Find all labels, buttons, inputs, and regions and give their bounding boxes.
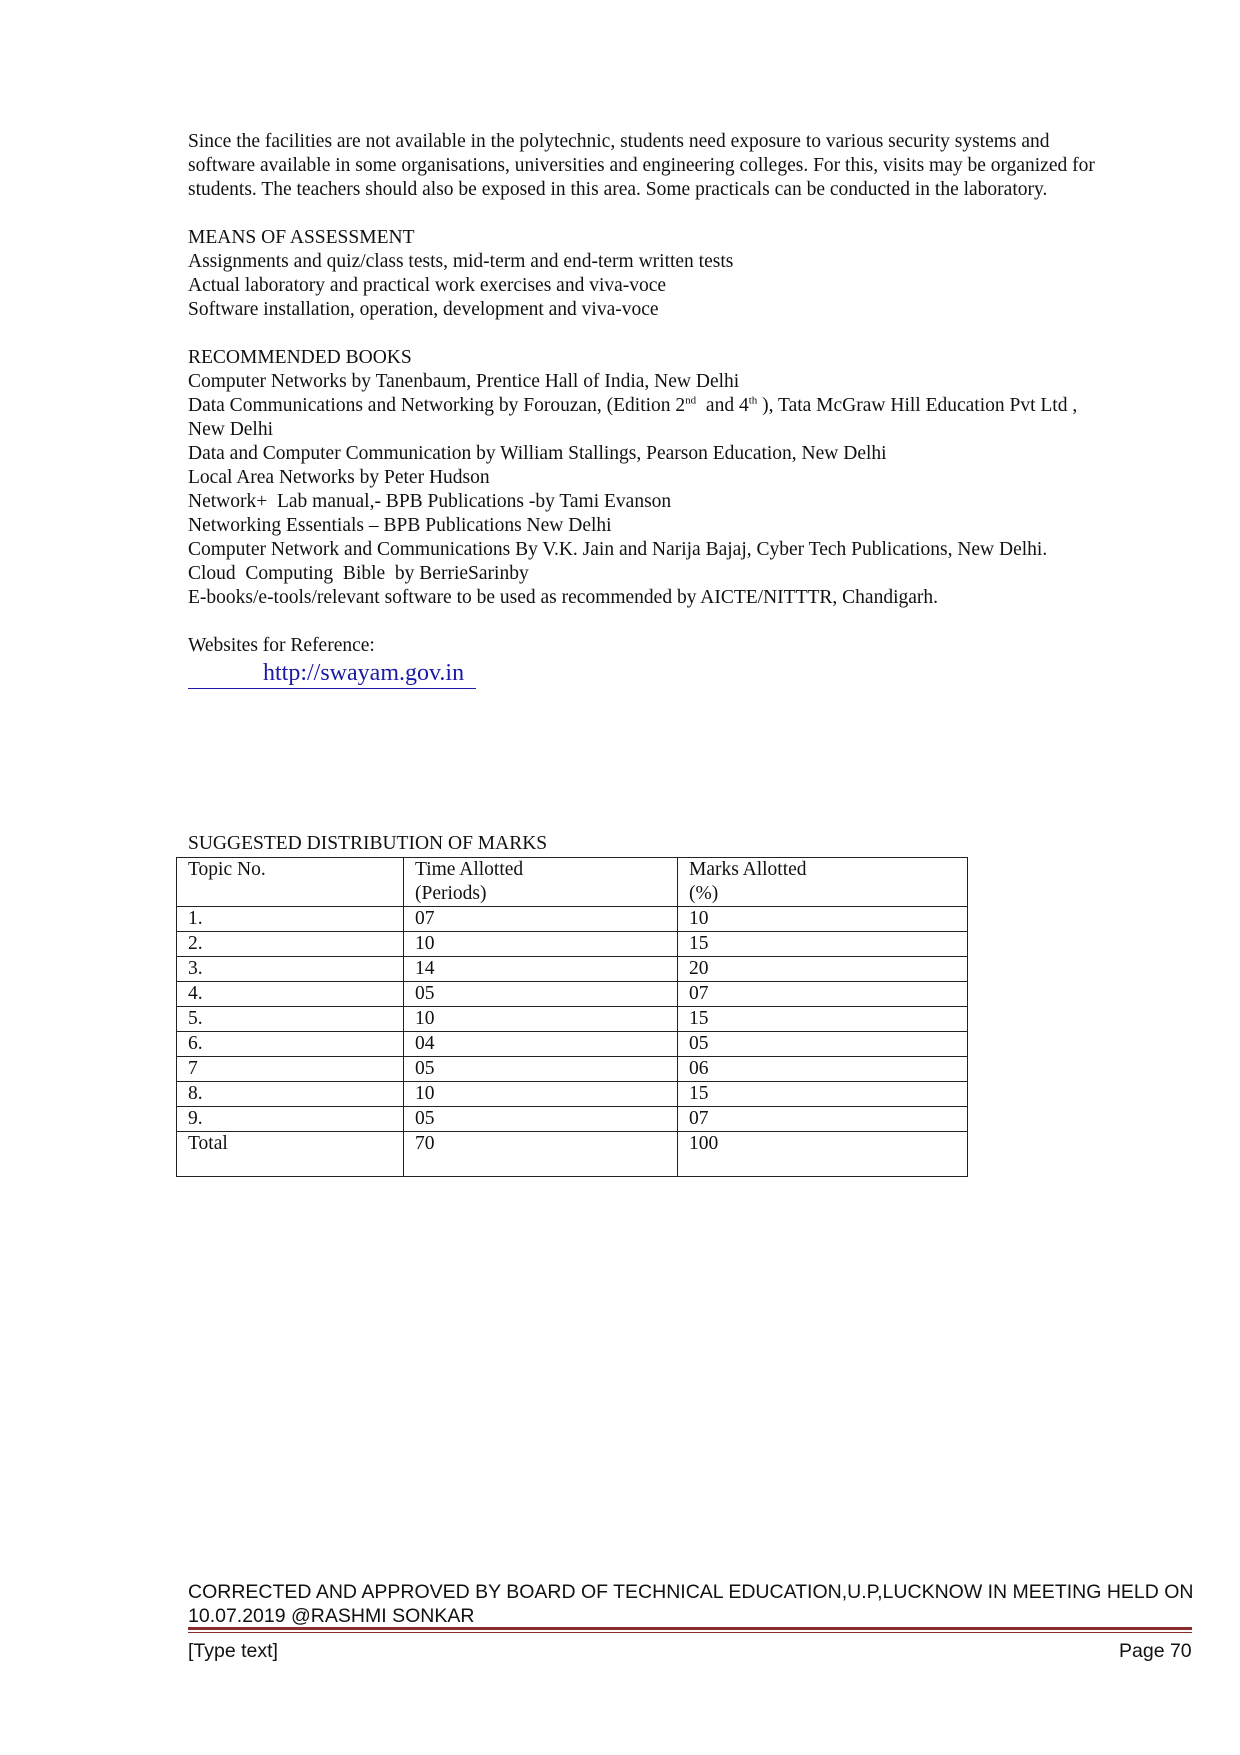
table-cell: 1. — [177, 907, 404, 932]
books-heading: RECOMMENDED BOOKS — [188, 347, 412, 368]
book-item: Networking Essentials – BPB Publications New Delhi — [188, 515, 612, 536]
table-cell: 9. — [177, 1107, 404, 1132]
assessment-heading: MEANS OF ASSESSMENT — [188, 227, 415, 248]
table-cell: 70 — [404, 1132, 678, 1177]
approval-note — [188, 1580, 1194, 1628]
table-cell: 14 — [404, 957, 678, 982]
table-header-row — [177, 858, 968, 907]
table-row — [177, 1032, 968, 1057]
book-item: Cloud Computing Bible by BerrieSarinby — [188, 563, 529, 584]
table-cell: 05 — [678, 1032, 968, 1057]
marks-table — [176, 857, 968, 1177]
intro-line: software available in some organisations, universities and engineering colleges. For this, visits may be organized for — [188, 155, 1095, 176]
table-cell: 15 — [678, 1082, 968, 1107]
table-cell: 07 — [678, 1107, 968, 1132]
table-cell: 5. — [177, 1007, 404, 1032]
table-row — [177, 1007, 968, 1032]
assessment-section — [188, 226, 1188, 322]
table-row — [177, 1082, 968, 1107]
table-row — [177, 957, 968, 982]
approval-line: CORRECTED AND APPROVED BY BOARD OF TECHNICAL EDUCATION,U.P,LUCKNOW IN MEETING HELD ON — [188, 1581, 1194, 1603]
swayam-link[interactable]: http://swayam.gov.in — [263, 660, 465, 686]
table-cell: 15 — [678, 932, 968, 957]
table-cell: 05 — [404, 1107, 678, 1132]
table-cell: 7 — [177, 1057, 404, 1082]
page-number: Page 70 — [1119, 1640, 1192, 1662]
header-cell: Time Allotted (Periods) — [404, 858, 678, 907]
table-total-row — [177, 1132, 968, 1177]
footer-rule — [188, 1627, 1192, 1630]
book-item — [188, 394, 1188, 418]
intro-line: Since the facilities are not available in the polytechnic, students need exposure to various security systems and — [188, 131, 1050, 152]
book-item: Computer Networks by Tanenbaum, Prentice Hall of India, New Delhi — [188, 371, 740, 392]
book-text: ), Tata McGraw Hill Education Pvt Ltd , — [757, 395, 1078, 416]
table-cell: 2. — [177, 932, 404, 957]
header-cell: Marks Allotted (%) — [678, 858, 968, 907]
table-body — [177, 907, 968, 1132]
table-cell: 20 — [678, 957, 968, 982]
table-row — [177, 982, 968, 1007]
intro-line: students. The teachers should also be exposed in this area. Some practicals can be conducted in the laboratory. — [188, 179, 1048, 200]
footer-left-text: [Type text] — [188, 1640, 278, 1662]
table-cell: 6. — [177, 1032, 404, 1057]
table-row — [177, 907, 968, 932]
table-cell: 10 — [678, 907, 968, 932]
book-text: and 4 — [696, 395, 749, 416]
header-cell: Topic No. — [177, 858, 404, 907]
assessment-item: Software installation, operation, development and viva-voce — [188, 299, 659, 320]
assessment-item: Actual laboratory and practical work exercises and viva-voce — [188, 275, 667, 296]
table-cell: Total — [177, 1132, 404, 1177]
books-section — [188, 346, 1188, 610]
table-cell: 8. — [177, 1082, 404, 1107]
marks-title: SUGGESTED DISTRIBUTION OF MARKS — [188, 833, 548, 854]
table-cell: 10 — [404, 1007, 678, 1032]
book-item: Computer Network and Communications By V.K. Jain and Narija Bajaj, Cyber Tech Publications, New Delhi. — [188, 539, 1048, 560]
assessment-item: Assignments and quiz/class tests, mid-term and end-term written tests — [188, 251, 734, 272]
table-row — [177, 1057, 968, 1082]
table-row — [177, 1107, 968, 1132]
table-cell: 07 — [404, 907, 678, 932]
book-item: Local Area Networks by Peter Hudson — [188, 467, 490, 488]
website-link-underline — [188, 660, 476, 689]
superscript: th — [748, 394, 758, 407]
footer-rule-thin — [188, 1632, 1192, 1633]
table-cell: 15 — [678, 1007, 968, 1032]
book-text: Data Communications and Networking by Forouzan, (Edition 2 — [188, 395, 686, 416]
table-cell: 06 — [678, 1057, 968, 1082]
websites-label: Websites for Reference: — [188, 635, 375, 656]
book-item: Network+ Lab manual,- BPB Publications -by Tami Evanson — [188, 491, 672, 512]
table-cell: 04 — [404, 1032, 678, 1057]
table-cell: 3. — [177, 957, 404, 982]
table-cell: 10 — [404, 932, 678, 957]
approval-line: 10.07.2019 @RASHMI SONKAR — [188, 1605, 475, 1627]
book-item: New Delhi — [188, 419, 274, 440]
table-cell: 4. — [177, 982, 404, 1007]
book-item: Data and Computer Communication by William Stallings, Pearson Education, New Delhi — [188, 443, 887, 464]
table-cell: 10 — [404, 1082, 678, 1107]
table-cell: 100 — [678, 1132, 968, 1177]
table-cell: 05 — [404, 982, 678, 1007]
table-row — [177, 932, 968, 957]
superscript: nd — [685, 394, 697, 407]
intro-paragraph — [188, 130, 1188, 202]
table-cell: 05 — [404, 1057, 678, 1082]
book-item: E-books/e-tools/relevant software to be used as recommended by AICTE/NITTTR, Chandigarh. — [188, 587, 939, 608]
table-cell: 07 — [678, 982, 968, 1007]
